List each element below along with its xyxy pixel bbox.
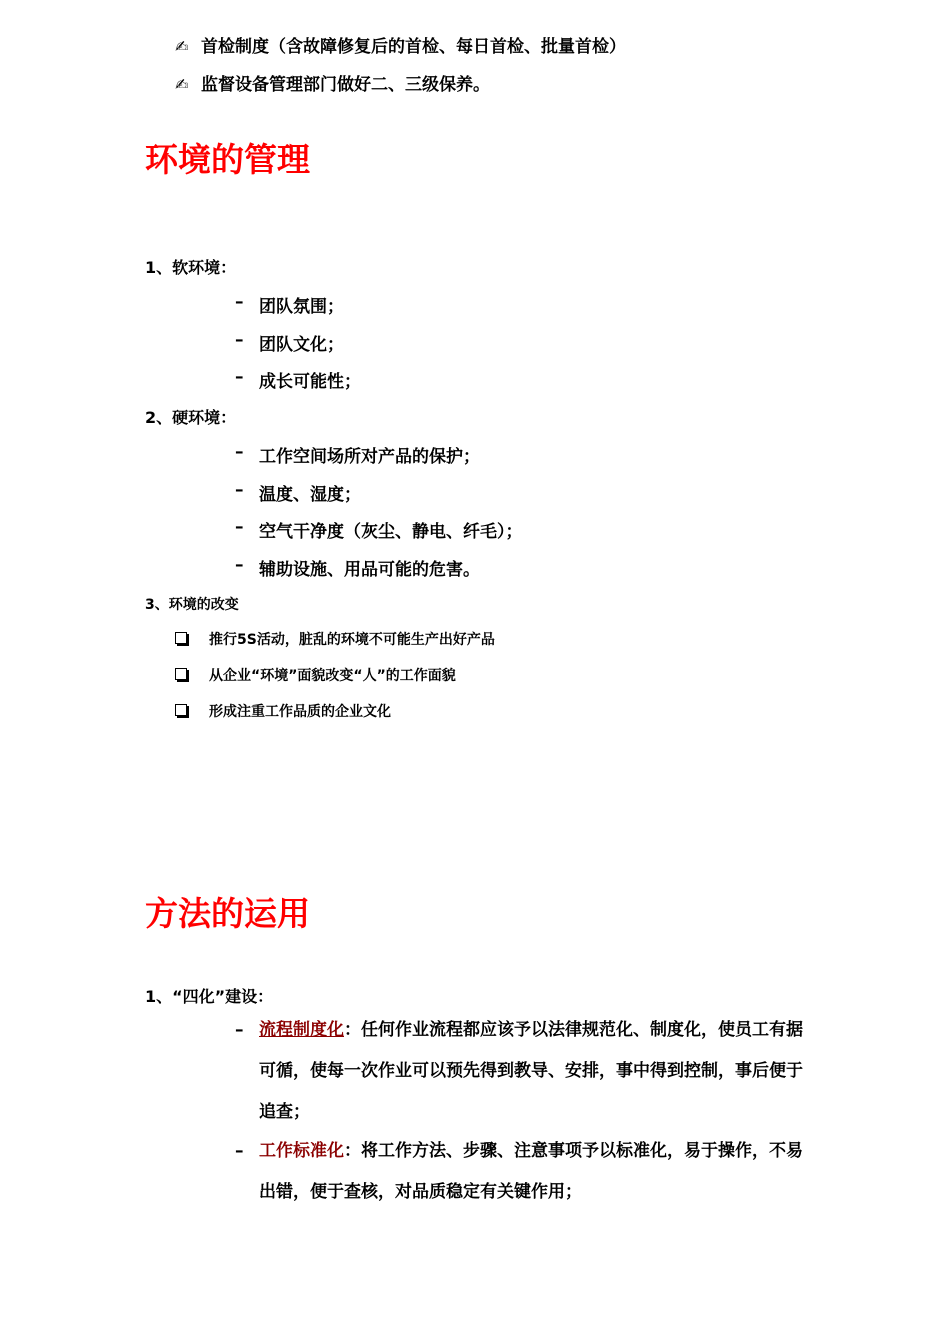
dash-bullet: – — [235, 517, 244, 537]
environment-change-label: 3、环境的改变 — [145, 597, 239, 613]
list-item: 从企业“环境”面貌改变“人”的工作面貌 — [209, 668, 456, 684]
dash-bullet: – — [235, 1141, 244, 1161]
dash-bullet: – — [235, 1020, 244, 1040]
dash-bullet: – — [235, 480, 244, 500]
list-item: 团队氛围； — [259, 297, 344, 317]
top-list-item: ✍ 监督设备管理部门做好二、三级保养。 — [175, 75, 490, 95]
top-list-item: ✍ 首检制度（含故障修复后的首检、每日首检、批量首检） — [175, 37, 626, 57]
list-item: 温度、湿度； — [259, 485, 361, 505]
checkbox-bullet-icon — [175, 704, 187, 716]
list-item: 工作空间场所对产品的保护； — [259, 447, 480, 467]
list-item: 团队文化； — [259, 335, 344, 355]
list-item: 形成注重工作品质的企业文化 — [209, 704, 391, 720]
writing-hand-icon: ✍ — [175, 75, 189, 94]
hard-environment-label: 2、硬环境： — [145, 408, 237, 427]
list-item: 空气干净度（灰尘、静电、纤毛）； — [259, 522, 523, 542]
list-item: 成长可能性； — [259, 372, 361, 392]
term-work-standardization: 工作标准化 — [259, 1141, 344, 1161]
term-process-institutionalization: 流程制度化 — [259, 1020, 344, 1040]
soft-environment-label: 1、软环境： — [145, 258, 237, 277]
dash-bullet: – — [235, 555, 244, 575]
work-standardization-paragraph: 工作标准化：将工作方法、步骤、注意事项予以标准化，易于操作，不易出错，便于查核，对品质稳定有关键作用； — [259, 1141, 803, 1202]
dash-bullet: – — [235, 292, 244, 312]
section-title-environment: 环境的管理 — [145, 140, 310, 179]
checkbox-bullet-icon — [175, 632, 187, 644]
checkbox-bullet-icon — [175, 668, 187, 680]
list-item: 辅助设施、用品可能的危害。 — [259, 560, 480, 580]
section-title-method: 方法的运用 — [145, 894, 310, 933]
list-item: 推行5S活动，脏乱的环境不可能生产出好产品 — [209, 632, 495, 648]
process-institutionalization-paragraph: 流程制度化：任何作业流程都应该予以法律规范化、制度化，使员工有据可循，使每一次作业可以预先得到教导、安排，事中得到控制，事后便于追查； — [259, 1020, 803, 1122]
dash-bullet: – — [235, 367, 244, 387]
four-modernizations-label: 1、“四化”建设： — [145, 987, 274, 1006]
dash-bullet: – — [235, 330, 244, 350]
writing-hand-icon: ✍ — [175, 37, 189, 56]
dash-bullet: – — [235, 442, 244, 462]
